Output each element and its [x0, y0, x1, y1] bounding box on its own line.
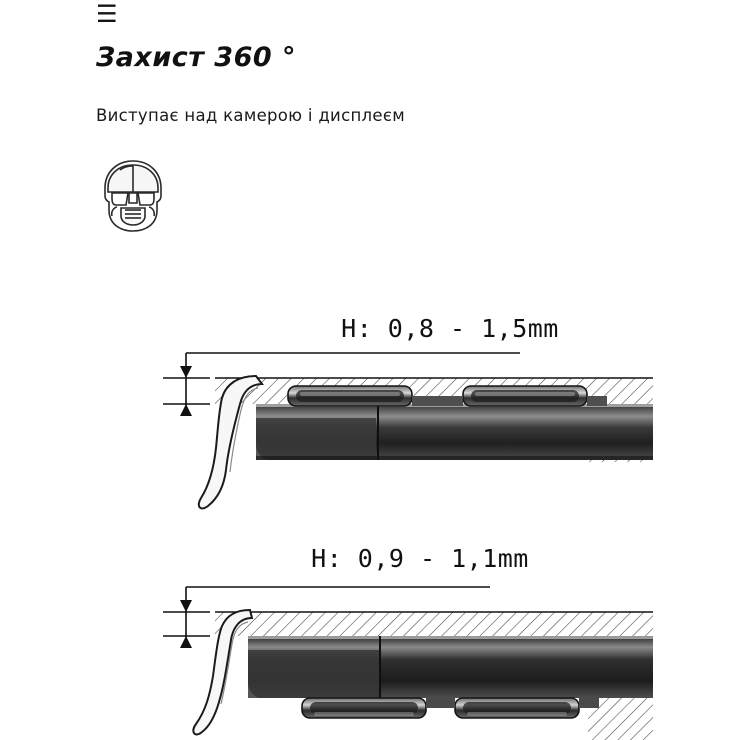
page-subtitle: Виступає над камерою і дисплеєм [96, 106, 405, 125]
stormtrooper-mask-icon [96, 158, 170, 234]
page-title: Захист 360 ° [96, 42, 297, 73]
dimension-label-display: H: 0,9 - 1,1mm [311, 544, 529, 573]
hamburger-menu-icon[interactable]: ☰ [96, 0, 118, 28]
diagram-camera-protrusion [0, 300, 740, 520]
diagram-display-protrusion [0, 530, 740, 740]
dimension-label-camera: H: 0,8 - 1,5mm [341, 314, 559, 343]
